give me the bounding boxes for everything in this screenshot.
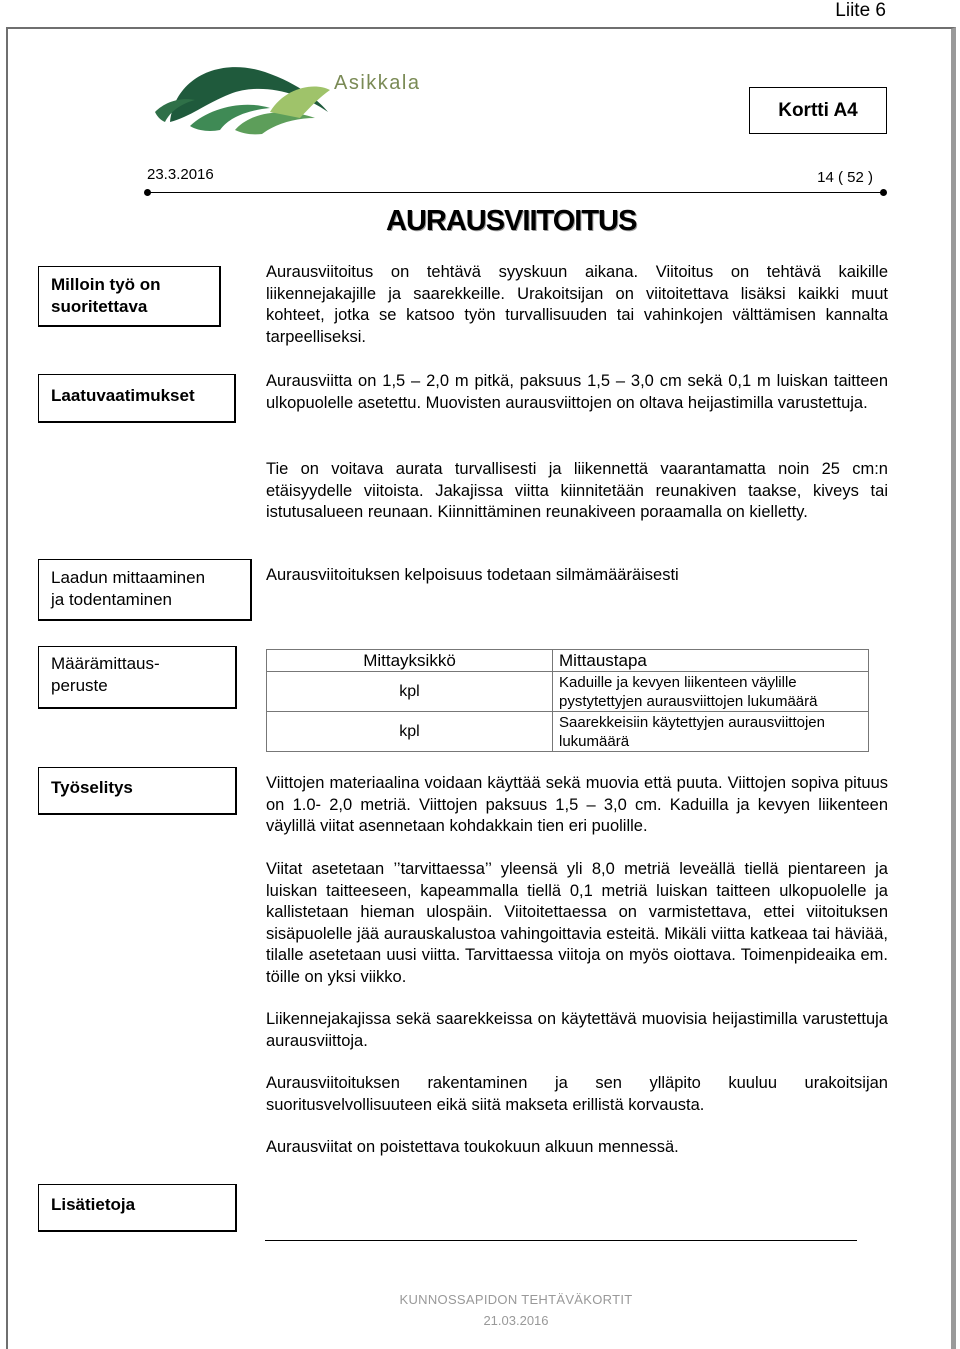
table-cell-unit: kpl — [267, 712, 553, 752]
label-tyo-text: Työselitys — [51, 778, 133, 797]
measurement-table — [266, 649, 869, 752]
table-cell-unit: kpl — [267, 672, 553, 712]
footer-rule — [265, 1240, 857, 1241]
card-label: Kortti A4 — [749, 87, 887, 134]
paragraph-timing: Aurausviitoitus on tehtävä syyskuun aikana. Viitoitus on tehtävä kaikille liikennejakajille ja saarekkeille. Urakoitsijan on viitoitettava lisäksi kaikki muut kohteet, jotka se katsoo työn turvallisuuden tai vahinkojen välttämisen kannalta tarpeelliseksi. — [266, 263, 888, 346]
paragraph-removal: Aurausviitat on poistettava toukokuun alkuun mennessä. — [266, 1138, 679, 1156]
label-milloin-line1: Milloin työ on — [51, 275, 161, 294]
label-laatu — [38, 374, 236, 423]
table-cell-method-line2: lukumäärä — [559, 732, 630, 750]
label-milloin-line2: suoritettava — [51, 297, 148, 316]
label-lisa-text: Lisätietoja — [51, 1195, 136, 1214]
paragraph-quality: Aurausviitta on 1,5 – 2,0 m pitkä, paksuus 1,5 – 3,0 cm sekä 0,1 m luiskan taitteen ulkopuolelle asetettu. Muovisten aurausviittojen on oltava heijastimilla varustettuja. — [266, 372, 888, 412]
table-row — [267, 712, 869, 752]
page-number: 14 ( 52 ) — [817, 169, 873, 186]
table-header-row — [267, 650, 869, 672]
label-tyo — [38, 767, 237, 815]
paragraph-islands: Liikennejakajissa sekä saarekkeissa on käytettävä muovisia heijastimilla varustettuja aurausviittoja. — [266, 1010, 888, 1050]
table-cell-method-line1: Saarekkeisiin käytettyjen aurausviittojen — [559, 713, 825, 731]
label-maara-line1: Määrämittaus- — [51, 654, 160, 673]
paragraph-placement: Viitat asetetaan ’’tarvittaessa’’ yleensä yli 8,0 metriä leveällä tiellä pientareen ja luiskan taitteeseen, kapeammalla tiellä 0,1 metriä luiskan taitteen ulkopuolelle ja kallistetaan hieman ulospäin. Viitoitettaessa on varmistettava, ettei viitoituksen sisäpuolelle jää aurauskalustoa vahingoittavia esteitä. Mikäli viitta katkeaa tai häviää, tilalle asetetaan uusi viitta. Tarvittaessa viitoja on myös oiottava. Toimenpideaika em. töille on yksi viikko. — [266, 860, 888, 986]
table-header-method: Mittaustapa — [553, 650, 869, 672]
label-lisa — [38, 1184, 237, 1232]
label-maara-line2: peruste — [51, 676, 108, 695]
table-cell-method-line1: Kaduille ja kevyen liikenteen väylille — [559, 673, 797, 691]
table-header-unit: Mittayksikkö — [267, 650, 553, 672]
header-rule — [147, 192, 883, 193]
logo-text: Asikkala — [334, 72, 421, 94]
label-laadun-line2: ja todentaminen — [51, 590, 172, 609]
header-date: 23.3.2016 — [147, 166, 214, 183]
paragraph-plowing: Tie on voitava aurata turvallisesti ja liikennettä vaarantamatta noin 25 cm:n etäisyydelle viitoista. Jakajissa viitta kiinnitetään reunakiven taakse, kiveys tai istutusalueen reunaan. Kiinnittäminen reunakiveen poraamalla on kielletty. — [266, 460, 888, 521]
paragraph-materials: Viittojen materiaalina voidaan käyttää sekä muovia että puuta. Viittojen sopiva pituus on 1.0- 2,0 metriä. Viittojen paksuus 1,5 – 3,0 cm. Kaduilla ja kevyen liikenteen väylillä viitat asennetaan kohdakkain tien eri puolille. — [266, 774, 888, 835]
label-maara — [38, 646, 237, 709]
label-laadun-line1: Laadun mittaaminen — [51, 568, 206, 587]
label-milloin — [38, 266, 221, 327]
label-laadun — [38, 559, 252, 621]
footer-title: KUNNOSSAPIDON TEHTÄVÄKORTIT — [399, 1292, 633, 1307]
label-laatu-text: Laatuvaatimukset — [51, 386, 195, 405]
footer-date: 21.03.2016 — [483, 1313, 549, 1328]
rule-dot-left — [144, 189, 151, 196]
paragraph-maintenance: Aurausviitoituksen rakentaminen ja sen ylläpito kuuluu urakoitsijan suoritusvelvollisuuteen eikä siitä makseta erillistä korvausta. — [266, 1074, 888, 1114]
rule-dot-right — [880, 189, 887, 196]
table-row — [267, 672, 869, 712]
page-title: AURAUSVIITOITUS — [386, 205, 637, 237]
table-cell-method — [553, 672, 869, 712]
appendix-label: Liite 6 — [835, 0, 886, 21]
table-cell-method-line2: pystytettyjen aurausviittojen lukumäärä — [559, 692, 818, 710]
paragraph-measurement: Aurausviitoituksen kelpoisuus todetaan silmämääräisesti — [266, 566, 679, 584]
table-cell-method — [553, 712, 869, 752]
